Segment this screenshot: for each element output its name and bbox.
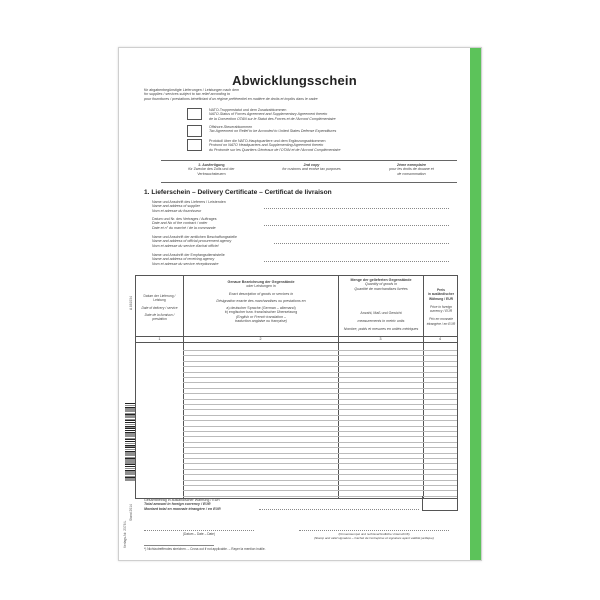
col-number: 3	[379, 337, 382, 341]
col-number: 4	[439, 337, 441, 341]
header-line: in ausländischer	[427, 292, 455, 297]
table-row[interactable]	[183, 490, 457, 491]
option-offshore	[209, 125, 449, 134]
header-line: Date de la livraison / prestation	[144, 312, 175, 322]
table-row[interactable]	[183, 399, 457, 400]
copy-line: Verbrauchsteuern	[197, 171, 226, 176]
option-line: de la Convention OTAN sur le Statut des Forces et de l'Accord Complémentaire	[209, 116, 336, 121]
header-line: b) englischer bzw. französischer Übersetzung	[224, 310, 298, 315]
section-heading: 1. Lieferschein – Delivery Certificate – Certificat de livraison	[144, 189, 332, 196]
field-contract	[152, 217, 272, 230]
field-line: Nom et adresse du service d'achat officiel	[152, 243, 219, 248]
option-nato-status	[209, 108, 449, 121]
header-line: Date of delivery / service	[141, 305, 178, 310]
header-line: traduction anglaise ou française)	[235, 319, 287, 324]
table-row[interactable]	[183, 350, 457, 351]
totals-line: Total amount in foreign currency / EUR	[144, 502, 211, 507]
signature-input-line[interactable]	[299, 530, 449, 531]
header-line: Désignation exacte des marchandises ou prestations en	[216, 298, 306, 303]
option-line: Protokoll über die NATO-Hauptquartiere und dem Ergänzungsabkommen	[209, 139, 326, 143]
col-header-quantity	[340, 278, 422, 332]
header-line: Quantité de marchandises livrées	[354, 286, 408, 291]
header-line: Quantity of goods in	[365, 282, 397, 287]
goods-table	[135, 275, 458, 499]
table-row[interactable]	[183, 447, 457, 448]
intro-line: for supplies / services subject to tax relief according to	[144, 92, 231, 97]
divider	[161, 160, 457, 161]
field-supplier	[152, 200, 272, 213]
field-receiving	[152, 253, 272, 266]
table-row[interactable]	[183, 361, 457, 362]
header-line: (English or French translation –	[236, 314, 286, 319]
header-line: Währung / EUR	[429, 296, 453, 301]
table-row[interactable]	[183, 458, 457, 459]
option-line: Tax Agreement on Relief to be Accorded to United States Defense Expenditures	[209, 129, 337, 134]
col-header-date	[137, 294, 182, 321]
table-row[interactable]	[183, 404, 457, 405]
copy-line: 2nd copy	[303, 163, 320, 167]
table-row[interactable]	[183, 474, 457, 475]
header-line: Menge der gelieferten Gegenstände	[350, 278, 412, 282]
field-line: Date and No of the contract / order	[152, 221, 208, 226]
header-line: Datum der Lieferung / Leistung	[143, 294, 176, 303]
option-nato-hq	[209, 139, 449, 152]
side-code-edition: Stand 2014	[129, 504, 133, 521]
side-code-serial: A 881034	[129, 296, 133, 310]
header-line: Anzahl, Maß und Gewicht	[360, 310, 402, 315]
input-line-contract[interactable]	[264, 225, 449, 226]
option-line: NATO-Status of Forces Agreement and Supplementary Agreement thereto	[209, 112, 328, 117]
header-line: measurements in metric units	[357, 319, 405, 324]
table-row[interactable]	[183, 420, 457, 421]
option-line: du Protocole sur les Quartiers Généraux de l'OTAN et de l'Accord Complémentaire	[209, 147, 341, 152]
col-number: 2	[259, 337, 262, 341]
table-row[interactable]	[183, 355, 457, 356]
header-line: Price in foreign	[430, 304, 452, 309]
input-line-receiving[interactable]	[264, 261, 449, 262]
checkbox-nato-status[interactable]	[187, 108, 202, 120]
table-row[interactable]	[183, 366, 457, 367]
col-header-description	[186, 280, 336, 323]
table-row[interactable]	[183, 431, 457, 432]
option-line: Protocol on NATO Headquarters and Supplementing Agreement thereto	[209, 143, 324, 148]
field-line: Name and address of supplier	[152, 204, 200, 209]
intro-text	[144, 88, 444, 101]
table-row[interactable]	[183, 372, 457, 373]
table-row[interactable]	[183, 442, 457, 443]
side-code-publisher: Verlags-Nr. 2378 L	[123, 520, 127, 548]
header-line: Nombre, poids et mesures en unités métriques	[343, 327, 419, 332]
field-line: Nom et adresse du fournisseur	[152, 208, 202, 213]
field-line: Name and address of official procurement agency	[152, 239, 232, 244]
table-row[interactable]	[183, 469, 457, 470]
number-divider	[136, 342, 457, 343]
signature-caption	[294, 532, 454, 541]
checkbox-nato-hq[interactable]	[187, 139, 202, 151]
field-line: Nom et adresse du service réceptionnaire	[152, 261, 219, 266]
divider	[161, 182, 457, 183]
footnote: *) Nichtzutreffendes streichen. – Cross out if not applicable. – Rayer la mention inutile.	[144, 547, 266, 551]
option-line: Offshore-Steuerabkommen	[209, 125, 253, 129]
form-title: Abwicklungsschein	[232, 73, 357, 88]
date-caption: (Datum – Date – Date)	[182, 532, 216, 536]
table-row[interactable]	[183, 377, 457, 378]
copy-german	[164, 163, 259, 176]
table-row[interactable]	[183, 382, 457, 383]
field-line: Name and address of receiving agency	[152, 257, 215, 262]
footnote-divider	[144, 545, 214, 546]
totals-line: Montant total en monnaie étrangère / en EUR	[144, 506, 221, 511]
field-line: Date et n° du marché / de la commande	[152, 225, 216, 230]
header-line: Prix en monnaie	[429, 317, 453, 322]
totals-amount-box[interactable]	[422, 496, 458, 511]
barcode	[125, 403, 135, 481]
input-line-supplier[interactable]	[264, 208, 449, 209]
copy-english	[264, 163, 359, 172]
green-edge-strip	[470, 48, 481, 560]
col-header-price	[425, 288, 457, 326]
totals-line: Gesamtbetrag in ausländischer Währung / EUR	[144, 498, 220, 502]
copy-french	[364, 163, 459, 176]
header-line: currency / EUR	[429, 309, 453, 314]
header-line: Preis	[436, 288, 446, 292]
form-page	[118, 47, 482, 561]
copy-line: 2. Ausfertigung	[198, 163, 225, 167]
table-row[interactable]	[183, 393, 457, 394]
intro-line: pour fournitures / prestations bénéficiant d'un régime préférentiel en matière de droits et impôts dans le cadre	[144, 96, 318, 101]
date-input-line[interactable]	[144, 530, 254, 531]
copy-line: de consommation	[397, 171, 426, 176]
table-row[interactable]	[183, 480, 457, 481]
header-line: étrangère / en EUR	[426, 321, 456, 326]
field-line: Name und Anschrift des Lieferers / Leistenden	[152, 200, 226, 204]
table-row[interactable]	[183, 388, 457, 389]
table-row[interactable]	[183, 436, 457, 437]
field-line: Name und Anschrift der Empfangsdienststelle	[152, 253, 225, 257]
copy-line: for customs and excise tax purposes	[282, 167, 341, 172]
header-line: Exact description of goods or services in	[228, 291, 294, 296]
table-row[interactable]	[183, 409, 457, 410]
copy-line: 2ème exemplaire	[397, 163, 426, 167]
copy-line: für Zwecke des Zolls und der	[188, 167, 235, 172]
totals-line-input[interactable]	[259, 509, 419, 510]
header-line: Genaue Bezeichnung der Gegenstände	[227, 280, 295, 284]
table-row[interactable]	[183, 453, 457, 454]
field-line: Datum und Nr. des Vertrages / Auftrages	[152, 217, 217, 221]
checkbox-offshore[interactable]	[187, 125, 202, 137]
field-line: Name und Anschrift der amtlichen Beschaffungsstelle	[152, 235, 238, 239]
table-row[interactable]	[183, 463, 457, 464]
col-number: 1	[158, 337, 161, 341]
copy-line: pour les droits de douane et	[389, 167, 434, 172]
header-line: a) deutscher Sprache (German – allemand)	[226, 306, 296, 311]
caption-line: (Stamp and valid signature – Cachet de l'entreprise et signature ayant validité juridique)	[314, 536, 434, 541]
caption-line: (Firmenstempel und rechtsverbindliche Unterschrift)	[338, 532, 410, 536]
table-row[interactable]	[183, 426, 457, 427]
field-procurement	[152, 235, 272, 248]
table-row[interactable]	[183, 485, 457, 486]
intro-line: für abgabenbegünstigte Lieferungen / Leistungen nach dem	[144, 88, 240, 92]
table-row[interactable]	[183, 496, 457, 497]
table-row[interactable]	[183, 415, 457, 416]
input-line-procurement[interactable]	[274, 243, 449, 244]
header-line: oder Leistungen in	[246, 284, 276, 289]
option-line: NATO-Truppenstatut und dem Zusatzabkommen	[209, 108, 287, 112]
